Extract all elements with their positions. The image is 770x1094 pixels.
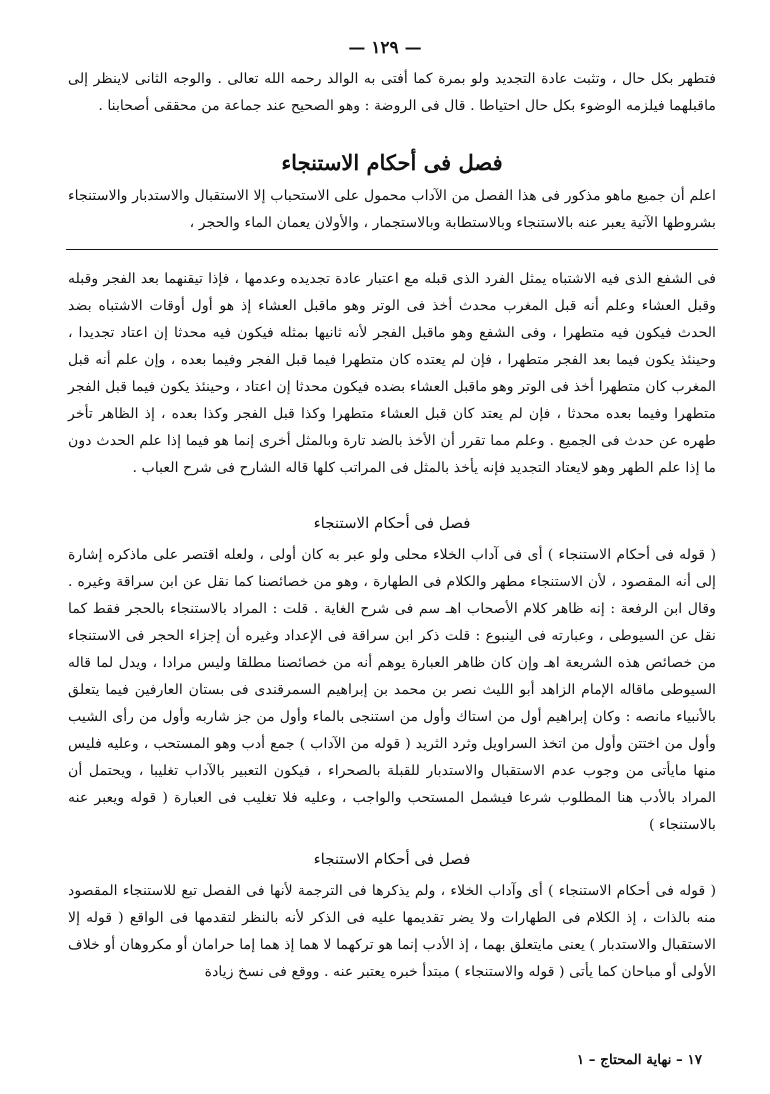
sharh1-text: فى الشفع الذى فيه الاشتباه يمثل الفرد الذى قبله مع اعتبار عادة تجديده وعدمها ، فإذا تيقنهما بعد الفجر وقبله وقبل العشاء وعلم أنه قبل المغرب محدث أخذ فى الوتر وهو ماقبل العشاء إذ هو أول أوقات الاشتباه بضد الحدث فيكون فيه متطهرا ، وفى الشفع وهو ماقبل الفجر لأنه ثانيها بمثله فيكون فيه محدثا إن اعتاد تجديدا ، وحينئذ يكون فيما بعد الفجر متطهرا ، فإن لم يعتده كان متطهرا فيما قبل الفجر وفيما بعده ، وإن علم أنه قبل المغرب كان متطهرا أخذ فى الوتر وهو ماقبل العشاء بضده فيكون محدثا إن اعتاد ، وحينئذ يكون فيما قبل الفجر متطهرا وفيما بعده محدثا ، فإن لم يعتد كان قبل العشاء متطهرا وكذا قبل الفجر وكذا بعده ، إذ الظاهر تأخر طهره عن حدث فى الجميع . وعلم مما تقرر أن الأخذ بالضد تارة وبالمثل أخرى إنما هو فيما إذا علم الحدث دون ما إذا علم الطهر وهو لايعتاد التجديد فإنه يأخذ بالمثل فى المراتب كلها قاله الشارح فى شرح العباب . [68, 271, 716, 476]
sharh1-heading: فصل فى أحكام الاستنجاء [313, 514, 471, 532]
sharh1-text2: ( قوله فى أحكام الاستنجاء ) أى فى آداب الخلاء محلى ولو عبر به كان أولى ، ولعله اقتصر على ماذكره إشارة إلى أنه المقصود ، لأن الاستنجاء مطهر والكلام فى الطهارة ، وهو من خصائصنا كما نقل عن ابن سراقة وغيره . وقال ابن الرفعة : إنه ظاهر كلام الأصحاب اهـ سم فى شرح الغاية . قلت : المراد بالاستنجاء بالحجر فقط كما نقل عن السيوطى ، وعبارته فى الينبوع : قلت ذكر ابن سراقة فى الإعداد وغيره أن إجزاء الحجر فى الاستنجاء من خصائص هذه الشريعة اهـ وإن كان ظاهر العبارة يوهم أنه من خصائصنا مطلقا وليس مرادا ، ويدل لما قاله السيوطى ماقاله الإمام الزاهد أبو الليث نصر بن محمد بن إبراهيم السمرقندى فى بستان العارفين فيما يتعلق بالأنبياء مانصه : وكان إبراهيم أول من استاك وأول من استنجى بالماء وأول من جز شاربه وأول من رأى الشيب وأول من اختتن وأول من اتخذ السراويل وثرد الثريد ( قوله من الآداب ) جمع أدب وهو المستحب ، وعليه فليس منها مايأتى من وجوب عدم الاستقبال والاستدبار للقبلة بالصحراء ، فيكون التعبير بالآداب تغليبا ، ويحتمل أن المراد بالأدب هنا المطلوب شرعا فيشمل المستحب والواجب ، وعليه فلا تغليب فى العبارة ( قوله ويعبر عنه بالاستنجاء ) [68, 547, 716, 833]
matn-intro: فتطهر بكل حال ، وتثبت عادة التجديد ولو بمرة كما أفتى به الوالد رحمه الله تعالى . والوجه الثانى لاينظر إلى ماقبلهما فيلزمه الوضوء بكل حال احتياطا . قال فى الروضة : وهو الصحيح عند جماعة من محققى أصحابنا . [68, 71, 716, 114]
divider-rule [66, 249, 718, 250]
page-number: — ١٢٩ — [348, 38, 422, 58]
signature-line: ١٧ – نهاية المحتاج – ١ [576, 1052, 702, 1068]
section-title: فصل فى أحكام الاستنجاء [281, 150, 503, 175]
sharh2-text: ( قوله فى أحكام الاستنجاء ) أى وآداب الخلاء ، ولم يذكرها فى الترجمة لأنها فى الفصل تبع للاستنجاء المقصود منه بالذات ، إذ الكلام فى الطهارات ولا يضر تقديمها عليه فى الذكر لأنه بالنظر لتقدمها فى الواقع ( قوله إلا الاستقبال والاستدبار ) يعنى مايتعلق بهما ، إذ الأدب إنما هو تركهما لا هما إذ هما إما حرامان أو مكروهان أو خلاف الأولى أو مباحان كما يأتى ( قوله والاستنجاء ) مبتدأ خبره يعتبر عنه . ووقع فى نسخ زيادة [68, 883, 716, 980]
matn-section-text: اعلم أن جميع ماهو مذكور فى هذا الفصل من الآداب محمول على الاستحباب إلا الاستقبال والاستدبار والاستنجاء بشروطها الآتية يعبر عنه بالاستنجاء وبالاستطابة وبالاستجمار ، والأولان يعمان الماء والحجر ، [68, 188, 716, 231]
sharh2-heading: فصل فى أحكام الاستنجاء [313, 850, 471, 868]
